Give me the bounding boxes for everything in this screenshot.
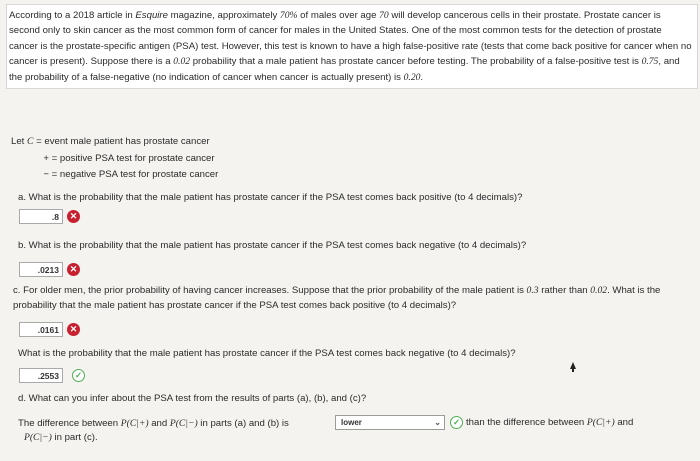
intro-text: According to a 2018 article in [9,10,136,21]
chevron-down-icon: ⌄ [434,418,441,427]
prob-c-given-minus: P(C|−) [24,432,52,443]
definition-text: = negative PSA test for prostate cancer [49,169,219,180]
age-value: 70 [379,10,389,21]
sentence-text: than the difference between [466,417,587,428]
question-b: b. What is the probability that the male patient has prostate cancer if the PSA test comes back negative (to 4 decimals)? [18,240,527,251]
let-label: Let [11,136,25,147]
question-c-text: rather than [538,285,591,296]
answer-c-negative-input[interactable]: .2553 [19,368,63,383]
symbol-plus: + [43,152,49,164]
false-positive-probability: 0.75 [641,56,659,68]
x-icon: ✕ [67,323,80,336]
answer-d-sentence-start [18,416,330,431]
question-c [13,283,692,313]
symbol-minus: − [43,169,49,180]
prob-c-given-minus: P(C|−) [169,418,198,429]
check-icon: ✓ [450,416,463,429]
sentence-text: in parts (a) and (b) is [197,418,289,429]
prob-c-given-plus: P(C|+) [586,417,615,428]
question-c-text: . What is the probability that the male patient has prostate cancer if the PSA test comes back positive (to 4 decimals)? [13,285,661,311]
definition-text: = event male patient has prostate cancer [33,136,210,147]
definition-minus [11,167,218,184]
answer-d-sentence-mid [466,417,633,428]
question-a: a. What is the probability that the male patient has prostate cancer if the PSA test comes back positive (to 4 decimals)? [18,192,523,203]
false-negative-probability: 0.20 [403,71,421,83]
intro-text: . [420,71,424,83]
question-c-text: c. For older men, the prior probability of having cancer increases. Suppose that the prior probability of the male patient is [13,285,527,296]
sentence-text: and [148,418,170,429]
answer-a-input[interactable]: .8 [19,209,63,224]
prob-c-given-plus: P(C|+) [120,418,149,429]
intro-text: of males over age [297,10,380,21]
answer-d-sentence-end [24,432,98,443]
answer-c-positive-input[interactable]: .0161 [19,322,63,337]
comparison-select[interactable] [335,415,445,430]
prior-probability: 0.02 [173,56,191,68]
question-c-negative: What is the probability that the male patient has prostate cancer if the PSA test comes back negative (to 4 decimals)? [18,348,516,359]
sentence-text: and [614,417,634,428]
problem-intro [6,4,698,89]
x-icon: ✕ [67,263,80,276]
symbol-c: C [27,136,34,147]
select-value: lower [341,418,362,427]
intro-text: , and the probability of a false-negative (no indication of cancer when cancer is actually present) is [9,56,680,83]
magazine-name: Esquire [135,10,168,21]
percent-value: 70% [279,10,298,21]
definitions [11,134,218,184]
question-d: d. What can you infer about the PSA test from the results of parts (a), (b), and (c)? [18,393,367,404]
intro-text: will develop cancerous cells in their prostate. Prostate cancer is second only to skin cancer as the most common form of cancer for males in the United States. One of the most common tests for the detection of prostate cancer is the prostate-specific antigen (PSA) test. However, this test is known to have a high false-positive rate (tests that come back positive for cancer when no cancer is present). Suppose there is a [9,10,692,68]
definition-c [11,134,218,151]
old-prior-value: 0.02 [590,285,608,296]
x-icon: ✕ [67,210,80,223]
answer-b-input[interactable]: .0213 [19,262,63,277]
sentence-text: The difference between [18,418,121,429]
new-prior-value: 0.3 [526,285,539,296]
intro-text: magazine, approximately [167,10,280,21]
check-icon: ✓ [72,369,85,382]
definition-plus [11,151,218,168]
definition-text: = positive PSA test for prostate cancer [49,152,215,164]
sentence-text: in part (c). [51,432,98,443]
cursor-icon-stem [572,368,574,372]
intro-text: probability that a male patient has prostate cancer before testing. The probability of a false-positive test is [190,56,642,68]
